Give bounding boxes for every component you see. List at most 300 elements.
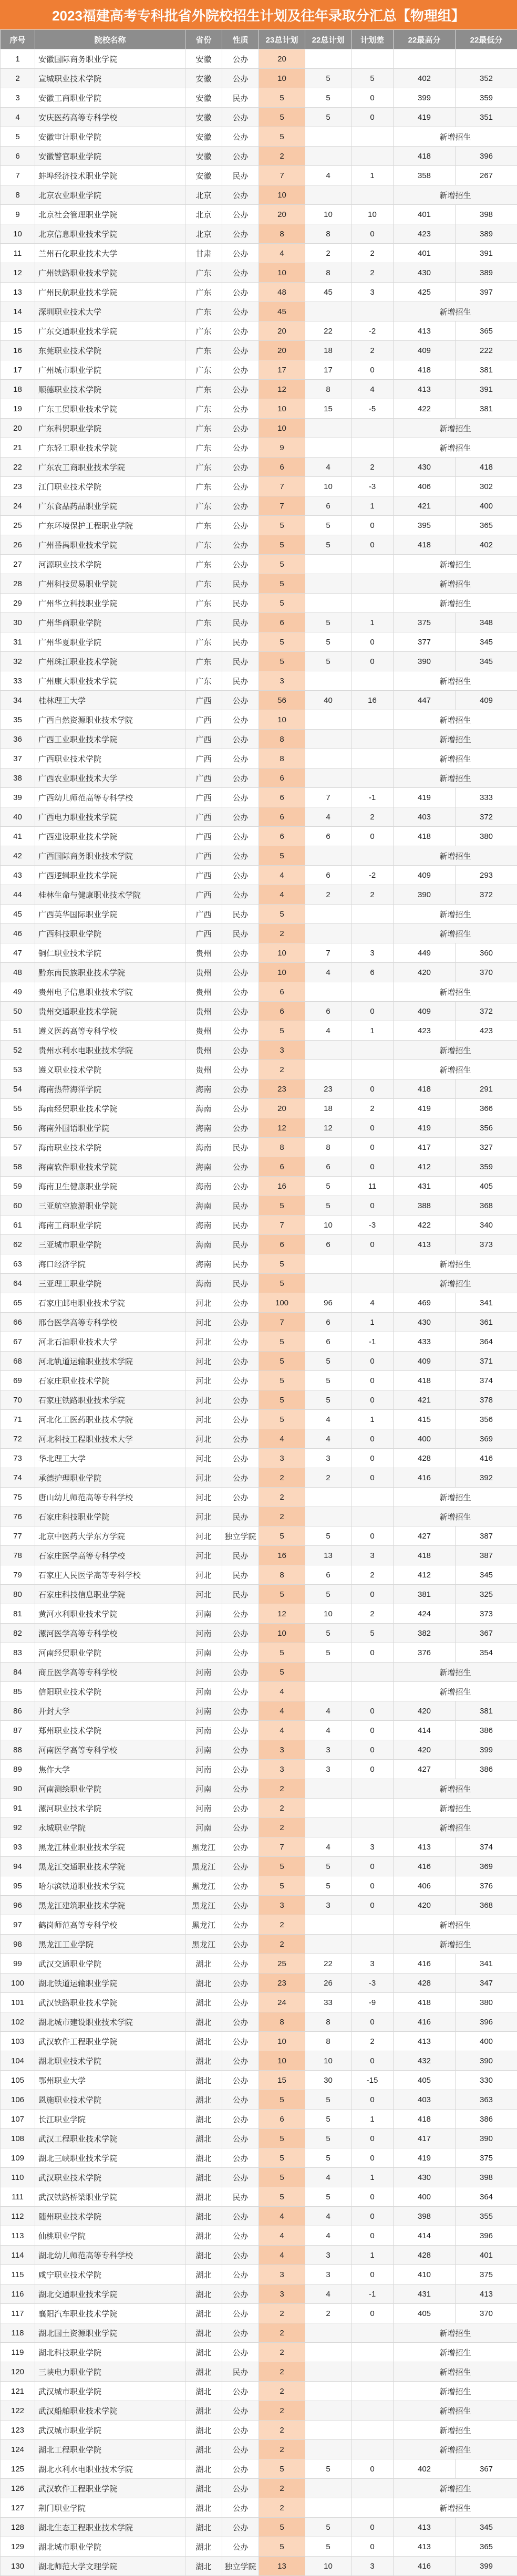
plan-2022 (305, 768, 351, 788)
max-score-2022: 418 (394, 535, 456, 555)
max-score-2022: 414 (394, 1721, 456, 1740)
table-row (1, 1857, 517, 1876)
school-type: 公办 (222, 360, 259, 380)
school-name: 顺德职业技术学院 (35, 380, 185, 399)
plan-2022: 5 (305, 108, 351, 127)
plan-diff: 0 (351, 652, 394, 671)
row-index: 55 (1, 1099, 35, 1118)
plan-2023: 4 (259, 866, 305, 885)
plan-2022: 5 (305, 1371, 351, 1390)
table-row (1, 2168, 517, 2187)
table-row (1, 69, 517, 88)
plan-2022: 6 (305, 1332, 351, 1352)
row-index: 125 (1, 2459, 35, 2479)
plan-2022: 5 (305, 1876, 351, 1896)
school-type: 公办 (222, 691, 259, 710)
school-name: 襄阳汽车职业技术学院 (35, 2304, 185, 2323)
min-score-2022: 391 (456, 380, 517, 399)
max-score-2022: 418 (394, 1993, 456, 2012)
plan-2023: 6 (259, 768, 305, 788)
school-type: 公办 (222, 963, 259, 982)
plan-diff (351, 1488, 394, 1507)
province: 河南 (185, 1701, 222, 1721)
plan-2022: 4 (305, 1701, 351, 1721)
row-index: 27 (1, 555, 35, 574)
plan-2023: 2 (259, 1060, 305, 1079)
school-type: 公办 (222, 1041, 259, 1060)
new-enrollment-note: 新增招生 (394, 302, 517, 321)
row-index: 17 (1, 360, 35, 380)
school-name: 黑龙江工业学院 (35, 1935, 185, 1954)
min-score-2022: 345 (456, 2518, 517, 2537)
min-score-2022: 291 (456, 1079, 517, 1099)
row-index: 77 (1, 1526, 35, 1546)
plan-2022 (305, 1254, 351, 1274)
school-name: 广东工贸职业技术学院 (35, 399, 185, 419)
province: 安徽 (185, 49, 222, 69)
province: 湖北 (185, 2110, 222, 2129)
school-type: 民办 (222, 1216, 259, 1235)
school-type: 公办 (222, 1177, 259, 1196)
plan-diff: 0 (351, 2226, 394, 2246)
table-row (1, 438, 517, 458)
plan-2022: 5 (305, 632, 351, 652)
table-row (1, 1099, 517, 1118)
school-type: 公办 (222, 244, 259, 263)
school-name: 宣城职业技术学院 (35, 69, 185, 88)
province: 广西 (185, 749, 222, 768)
school-name: 石家庄邮电职业技术学院 (35, 1293, 185, 1313)
province: 广东 (185, 632, 222, 652)
school-name: 安庆医药高等专科学校 (35, 108, 185, 127)
province: 湖北 (185, 2071, 222, 2090)
row-index: 46 (1, 924, 35, 943)
min-score-2022: 365 (456, 516, 517, 535)
row-index: 120 (1, 2362, 35, 2382)
header-max-22: 22最高分 (394, 30, 456, 49)
max-score-2022: 419 (394, 1118, 456, 1138)
school-type: 公办 (222, 1118, 259, 1138)
school-name: 黑龙江林业职业技术学院 (35, 1837, 185, 1857)
school-type: 公办 (222, 1293, 259, 1313)
plan-2023: 5 (259, 1352, 305, 1371)
row-index: 24 (1, 496, 35, 516)
plan-2022: 5 (305, 1624, 351, 1643)
school-name: 唐山幼儿师范高等专科学校 (35, 1488, 185, 1507)
row-index: 37 (1, 749, 35, 768)
school-name: 贵州电子信息职业技术学院 (35, 982, 185, 1002)
row-index: 75 (1, 1488, 35, 1507)
plan-diff (351, 2401, 394, 2421)
row-index: 65 (1, 1293, 35, 1313)
plan-2023: 5 (259, 594, 305, 613)
province: 湖北 (185, 2032, 222, 2051)
plan-diff (351, 671, 394, 691)
plan-2023: 2 (259, 1935, 305, 1954)
school-type: 公办 (222, 2207, 259, 2226)
table-row (1, 321, 517, 341)
plan-diff: 10 (351, 205, 394, 224)
school-name: 石家庄铁路职业技术学院 (35, 1390, 185, 1410)
province: 湖北 (185, 2479, 222, 2498)
school-type: 公办 (222, 2284, 259, 2304)
plan-2023: 2 (259, 2343, 305, 2362)
max-score-2022: 420 (394, 1740, 456, 1760)
plan-2022: 7 (305, 943, 351, 963)
school-type: 公办 (222, 788, 259, 807)
row-index: 53 (1, 1060, 35, 1079)
plan-2022 (305, 924, 351, 943)
row-index: 38 (1, 768, 35, 788)
max-score-2022: 421 (394, 496, 456, 516)
plan-2022: 22 (305, 321, 351, 341)
plan-2022: 4 (305, 2284, 351, 2304)
max-score-2022: 419 (394, 2148, 456, 2168)
plan-diff: 3 (351, 943, 394, 963)
max-score-2022: 419 (394, 788, 456, 807)
row-index: 92 (1, 1818, 35, 1837)
school-type: 公办 (222, 419, 259, 438)
min-score-2022: 405 (456, 1177, 517, 1196)
plan-2023: 8 (259, 749, 305, 768)
school-type: 公办 (222, 1779, 259, 1799)
min-score-2022: 392 (456, 1468, 517, 1488)
plan-2023: 20 (259, 321, 305, 341)
plan-diff (351, 2479, 394, 2498)
header-province: 省份 (185, 30, 222, 49)
plan-2023: 10 (259, 2032, 305, 2051)
max-score-2022: 400 (394, 1429, 456, 1449)
table-row (1, 691, 517, 710)
row-index: 35 (1, 710, 35, 730)
school-name: 鹤岗师范高等专科学校 (35, 1915, 185, 1935)
plan-2023: 10 (259, 2051, 305, 2071)
row-index: 71 (1, 1410, 35, 1429)
province: 广西 (185, 924, 222, 943)
row-index: 126 (1, 2479, 35, 2498)
plan-2022: 6 (305, 1002, 351, 1021)
table-row (1, 1818, 517, 1837)
school-type: 公办 (222, 1799, 259, 1818)
province: 广东 (185, 671, 222, 691)
min-score-2022: 399 (456, 2557, 517, 2576)
plan-2022: 7 (305, 788, 351, 807)
plan-2023: 7 (259, 496, 305, 516)
new-enrollment-note: 新增招生 (394, 1060, 517, 1079)
plan-2022: 5 (305, 1643, 351, 1663)
plan-2022: 5 (305, 2110, 351, 2129)
row-index: 44 (1, 885, 35, 905)
school-type: 公办 (222, 1021, 259, 1041)
plan-diff (351, 185, 394, 205)
school-name: 石家庄职业技术学院 (35, 1371, 185, 1390)
min-score-2022: 333 (456, 788, 517, 807)
min-score-2022: 368 (456, 1196, 517, 1216)
row-index: 7 (1, 166, 35, 185)
table-row (1, 263, 517, 283)
school-type: 公办 (222, 2148, 259, 2168)
school-type: 公办 (222, 1876, 259, 1896)
province: 湖北 (185, 2284, 222, 2304)
school-type: 公办 (222, 2498, 259, 2518)
max-score-2022: 423 (394, 1021, 456, 1041)
plan-2023: 5 (259, 2459, 305, 2479)
province: 广东 (185, 613, 222, 632)
plan-diff: 1 (351, 2110, 394, 2129)
max-score-2022 (394, 49, 456, 69)
plan-2023: 4 (259, 1682, 305, 1701)
plan-2022: 5 (305, 1585, 351, 1604)
max-score-2022: 413 (394, 2537, 456, 2557)
new-enrollment-note: 新增招生 (394, 594, 517, 613)
plan-diff (351, 1935, 394, 1954)
row-index: 20 (1, 419, 35, 438)
table-row (1, 1468, 517, 1488)
plan-2022: 3 (305, 1449, 351, 1468)
plan-2022: 4 (305, 1429, 351, 1449)
max-score-2022: 417 (394, 2129, 456, 2148)
plan-2023: 2 (259, 1779, 305, 1799)
school-name: 安徽工商职业学院 (35, 88, 185, 108)
school-name: 广州番禺职业技术学院 (35, 535, 185, 555)
province: 广西 (185, 788, 222, 807)
province: 甘肃 (185, 244, 222, 263)
max-score-2022: 402 (394, 69, 456, 88)
table-row (1, 2148, 517, 2168)
province: 湖北 (185, 1954, 222, 1973)
row-index: 41 (1, 827, 35, 846)
min-score-2022: 375 (456, 2148, 517, 2168)
max-score-2022: 390 (394, 885, 456, 905)
plan-2022: 5 (305, 2187, 351, 2207)
new-enrollment-note: 新增招生 (394, 2343, 517, 2362)
table-row (1, 749, 517, 768)
table-row (1, 1002, 517, 1021)
school-name: 广西英华国际职业学院 (35, 905, 185, 924)
plan-diff: 3 (351, 1546, 394, 1565)
table-row (1, 613, 517, 632)
min-score-2022: 370 (456, 963, 517, 982)
min-score-2022: 351 (456, 108, 517, 127)
plan-2023: 2 (259, 1468, 305, 1488)
province: 广东 (185, 458, 222, 477)
school-type: 民办 (222, 613, 259, 632)
school-name: 湖北交通职业技术学院 (35, 2284, 185, 2304)
plan-2022: 96 (305, 1293, 351, 1313)
school-name: 恩施职业技术学院 (35, 2090, 185, 2110)
min-score-2022: 386 (456, 2110, 517, 2129)
plan-2023: 5 (259, 535, 305, 555)
max-score-2022: 424 (394, 1604, 456, 1624)
row-index: 86 (1, 1701, 35, 1721)
plan-2022: 45 (305, 283, 351, 302)
plan-2023: 8 (259, 224, 305, 244)
province: 湖北 (185, 2382, 222, 2401)
max-score-2022: 405 (394, 2304, 456, 2323)
plan-2023: 3 (259, 2265, 305, 2284)
school-name: 黑龙江建筑职业技术学院 (35, 1896, 185, 1915)
row-index: 42 (1, 846, 35, 866)
school-type: 公办 (222, 438, 259, 458)
plan-diff: 2 (351, 885, 394, 905)
new-enrollment-note: 新增招生 (394, 1818, 517, 1837)
header-school: 院校名称 (35, 30, 185, 49)
plan-2023: 6 (259, 1157, 305, 1177)
table-row (1, 866, 517, 885)
row-index: 123 (1, 2421, 35, 2440)
plan-2023: 4 (259, 1429, 305, 1449)
province: 河北 (185, 1332, 222, 1352)
row-index: 130 (1, 2557, 35, 2576)
plan-diff (351, 1507, 394, 1526)
school-name: 安徽警官职业学院 (35, 147, 185, 166)
plan-2022 (305, 127, 351, 147)
plan-2022 (305, 982, 351, 1002)
province: 河南 (185, 1682, 222, 1701)
school-name: 东莞职业技术学院 (35, 341, 185, 360)
plan-2022 (305, 749, 351, 768)
row-index: 107 (1, 2110, 35, 2129)
row-index: 50 (1, 1002, 35, 1021)
new-enrollment-note: 新增招生 (394, 1663, 517, 1682)
row-index: 3 (1, 88, 35, 108)
school-name: 湖北国土资源职业学院 (35, 2323, 185, 2343)
school-name: 郑州职业技术学院 (35, 1721, 185, 1740)
province: 海南 (185, 1235, 222, 1254)
row-index: 114 (1, 2246, 35, 2265)
max-score-2022: 409 (394, 1002, 456, 1021)
table-row (1, 807, 517, 827)
min-score-2022: 361 (456, 1313, 517, 1332)
province: 河北 (185, 1313, 222, 1332)
min-score-2022: 355 (456, 2207, 517, 2226)
new-enrollment-note: 新增招生 (394, 1799, 517, 1818)
province: 河南 (185, 1818, 222, 1837)
table-row (1, 1157, 517, 1177)
province: 海南 (185, 1177, 222, 1196)
row-index: 89 (1, 1760, 35, 1779)
plan-2023: 5 (259, 574, 305, 594)
plan-diff: 0 (351, 1079, 394, 1099)
school-name: 河南医学高等专科学校 (35, 1740, 185, 1760)
min-score-2022: 396 (456, 147, 517, 166)
plan-diff: 0 (351, 2090, 394, 2110)
table-row (1, 1235, 517, 1254)
province: 广西 (185, 905, 222, 924)
province: 广东 (185, 321, 222, 341)
table-row (1, 943, 517, 963)
row-index: 29 (1, 594, 35, 613)
plan-2023: 23 (259, 1079, 305, 1099)
province: 湖北 (185, 1973, 222, 1993)
plan-2022 (305, 1041, 351, 1060)
plan-2022: 5 (305, 1390, 351, 1410)
plan-2023: 5 (259, 2168, 305, 2187)
min-score-2022: 359 (456, 1157, 517, 1177)
plan-2022: 10 (305, 1604, 351, 1624)
plan-diff: 2 (351, 1604, 394, 1624)
max-score-2022: 430 (394, 458, 456, 477)
new-enrollment-note: 新增招生 (394, 574, 517, 594)
plan-2022: 15 (305, 399, 351, 419)
min-score-2022: 381 (456, 399, 517, 419)
school-type: 公办 (222, 1973, 259, 1993)
row-index: 51 (1, 1021, 35, 1041)
max-score-2022: 418 (394, 1371, 456, 1390)
province: 河北 (185, 1429, 222, 1449)
school-type: 公办 (222, 1954, 259, 1973)
plan-2022: 12 (305, 1118, 351, 1138)
new-enrollment-note: 新增招生 (394, 846, 517, 866)
table-row (1, 924, 517, 943)
plan-diff: 0 (351, 1526, 394, 1546)
new-enrollment-note: 新增招生 (394, 924, 517, 943)
school-type: 公办 (222, 1701, 259, 1721)
min-score-2022: 348 (456, 613, 517, 632)
plan-2023: 6 (259, 1235, 305, 1254)
plan-diff: 6 (351, 963, 394, 982)
plan-2022: 5 (305, 2518, 351, 2537)
province: 安徽 (185, 166, 222, 185)
row-index: 2 (1, 69, 35, 88)
min-score-2022: 372 (456, 807, 517, 827)
new-enrollment-note: 新增招生 (394, 1915, 517, 1935)
table-row (1, 1507, 517, 1526)
plan-2023: 4 (259, 885, 305, 905)
province: 河北 (185, 1371, 222, 1390)
plan-2023: 4 (259, 2246, 305, 2265)
plan-2023: 7 (259, 166, 305, 185)
max-score-2022: 433 (394, 1332, 456, 1352)
plan-diff (351, 555, 394, 574)
school-name: 桂林生命与健康职业技术学院 (35, 885, 185, 905)
plan-2022 (305, 2343, 351, 2362)
school-name: 武汉职业技术学院 (35, 2168, 185, 2187)
province: 广东 (185, 438, 222, 458)
school-type: 民办 (222, 1507, 259, 1526)
school-type: 民办 (222, 2362, 259, 2382)
table-row (1, 2479, 517, 2498)
plan-2023: 5 (259, 108, 305, 127)
school-name: 三亚城市职业学院 (35, 1235, 185, 1254)
table-row (1, 1177, 517, 1196)
province: 广西 (185, 846, 222, 866)
new-enrollment-note: 新增招生 (394, 2421, 517, 2440)
table-row (1, 2129, 517, 2148)
school-type: 民办 (222, 2187, 259, 2207)
school-type: 公办 (222, 730, 259, 749)
school-name: 湖北水利水电职业技术学院 (35, 2459, 185, 2479)
table-row (1, 1041, 517, 1060)
province: 广东 (185, 399, 222, 419)
plan-diff: 0 (351, 1138, 394, 1157)
plan-2023: 20 (259, 49, 305, 69)
province: 河北 (185, 1390, 222, 1410)
plan-2022: 10 (305, 477, 351, 496)
row-index: 28 (1, 574, 35, 594)
school-type: 公办 (222, 2265, 259, 2284)
school-type: 公办 (222, 2090, 259, 2110)
school-type: 公办 (222, 1682, 259, 1701)
row-index: 31 (1, 632, 35, 652)
max-score-2022: 406 (394, 477, 456, 496)
row-index: 112 (1, 2207, 35, 2226)
school-name: 石家庄科技信息职业学院 (35, 1585, 185, 1604)
province: 河北 (185, 1293, 222, 1313)
min-score-2022: 397 (456, 283, 517, 302)
row-index: 82 (1, 1624, 35, 1643)
max-score-2022: 425 (394, 283, 456, 302)
